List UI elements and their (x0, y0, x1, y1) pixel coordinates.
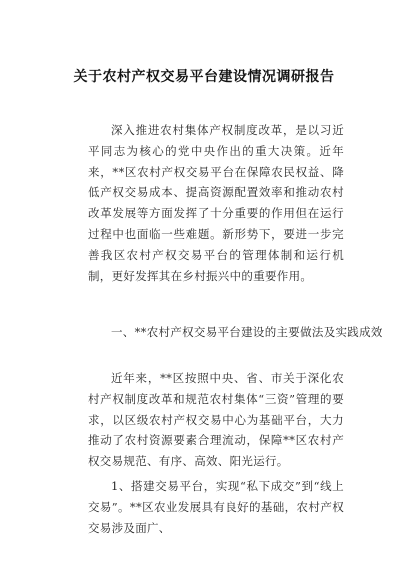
document-title: 关于农村产权交易平台建设情况调研报告 (73, 69, 335, 85)
section-heading: 一、**农村产权交易平台建设的主要做法及实践成效 (111, 325, 383, 339)
intro-paragraph: 深入推进农村集体产权制度改革，是以习近平同志为核心的党中央作出的重大决策。近年来，**区农村产权交易平台在保障农民权益、降低产权交易成本、提高资源配置效率和推动农村改革发展等方面发挥了十分重要的作用但在运行过程中也面临一些难题。新形势下，要进一步完善我区农村产权交易平台的管理体制和运行机制，更好发挥其在乡村振兴中的重要作用。 (88, 123, 344, 283)
numbered-paragraph: 1、搭建交易平台，实现“私下成交”到“线上交易”。**区农业发展具有良好的基础，农村产权交易涉及面广、 (88, 479, 344, 535)
body-paragraph: 近年来，**区按照中央、省、市关于深化农村产权制度改革和规范农村集体“三资”管理的要求，以区级农村产权交易中心为基础平台，大力推动了农村资源要素合理流动，保障**区农村产权交易规范、有序、高效、阳光运行。 (88, 371, 344, 469)
